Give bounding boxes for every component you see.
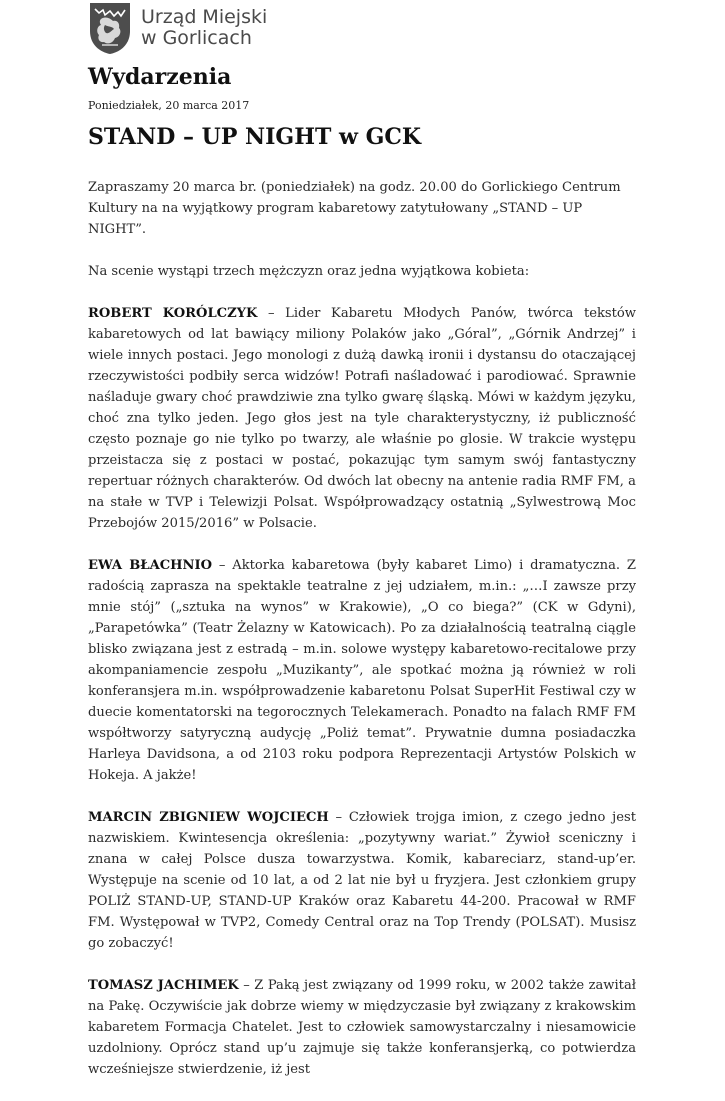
performer-description: – Człowiek trojga imion, z czego jedno jest nazwiskiem. Kwintesencja określenia: „pozytywny wariat.” Żywioł sceniczny i znana w całej Polsce dusza towarzystwa. Komik, kabareciarz, stand-up’er. Występuje na scenie od 10 lat, a od 2 lat nie był u fryzjera. Jest członkiem grupy POLIŻ STAND-UP, STAND-UP Kraków oraz Kabaretu 44-200. Pracował w RMF FM. Występował w TVP2, Comedy Central oraz na Top Trendy (POLSAT). Musisz go zobaczyć! xyxy=(88,810,636,951)
section-title: Wydarzenia xyxy=(88,64,232,90)
site-logo-text[interactable] xyxy=(141,7,267,49)
coat-of-arms-icon xyxy=(88,1,132,55)
performer-description: – Z Paką jest związany od 1999 roku, w 2002 także zawitał na Pakę. Oczywiście jak dobrze wiemy w międzyczasie był związany z krakowskim kabaretem Formacja Chatelet. Jest to człowiek samowystarczalny i niesamowicie uzdolniony. Oprócz stand up’u zajmuje się także konferansjerką, co potwierdza wcześniejsze stwierdzenie, iż jest xyxy=(88,978,636,1077)
performer-description: – Lider Kabaretu Młodych Panów, twórca tekstów kabaretowych od lat bawiący miliony Polaków jako „Góral”, „Górnik Andrzej” i wiele innych postaci. Jego monologi z dużą dawką ironii i dystansu do otaczającej rzeczywistości podbiły serca widzów! Potrafi naśladować i parodiować. Sprawnie naśladuje gwary choć prawdziwie zna tylko gwarę śląską. Mówi w każdym języku, choć zna tylko jeden. Jego głos jest na tyle charakterystyczny, iż publiczność często poznaje go nie tylko po twarzy, ale właśnie po glosie. W trakcie występu przeistacza się z postaci w postać, pokazując tym samym swój fantastyczny repertuar różnych charakterów. Od dwóch lat obecny na antenie radia RMF FM, a na stałe w TVP i Telewizji Polsat. Współprowadzący ostatnią „Sylwestrową Moc Przebojów 2015/2016” w Polsacie. xyxy=(88,306,636,531)
article xyxy=(88,62,636,1101)
logo-line-1: Urząd Miejski xyxy=(141,6,268,28)
performer-name: ROBERT KORÓLCZYK xyxy=(88,306,258,321)
performer-paragraph xyxy=(88,555,636,786)
performer-description: – Aktorka kabaretowa (były kabaret Limo) i dramatyczna. Z radością zaprasza na spektakle teatralne z jej udziałem, m.in.: „…I zawsze przy mnie stój” („sztuka na wynos” w Krakowie), „O co biega?” (CK w Gdyni), „Parapetówka” (Teatr Żelazny w Katowicach). Po za działalnością teatralną ciągle blisko związana jest z estradą – m.in. solowe występy kabaretowo-recitalowe przy akompaniamencie zespołu „Muzikanty”, ale spotkać można ją również w roli konferansjera m.in. współprowadzenie kabaretonu Polsat SuperHit Festiwal czy w duecie komentatorski na tegorocznych Telekamerach. Ponadto na falach RMF FM współtworzy satyryczną audycję „Poliż temat”. Prywatnie dumna posiadaczka Harleya Davidsona, a od 2103 roku podpora Reprezentacji Artystów Polskich w Hokeja. A jakże! xyxy=(88,558,636,783)
intro-paragraph: Zapraszamy 20 marca br. (poniedziałek) na godz. 20.00 do Gorlickiego Centrum Kultury na na wyjątkowy program kabaretowy zatytułowany „STAND – UP NIGHT”. xyxy=(88,180,621,237)
logo-line-2: w Gorlicach xyxy=(141,27,252,49)
performer-name: EWA BŁACHNIO xyxy=(88,558,213,573)
lineup-paragraph: Na scenie wystąpi trzech mężczyzn oraz jedna wyjątkowa kobieta: xyxy=(88,264,530,279)
site-header xyxy=(88,0,267,56)
performer-paragraph xyxy=(88,975,636,1080)
performer-name: MARCIN ZBIGNIEW WOJCIECH xyxy=(88,810,329,825)
performer-name: TOMASZ JACHIMEK xyxy=(88,978,239,993)
performer-paragraph xyxy=(88,303,636,534)
article-title: STAND – UP NIGHT w GCK xyxy=(88,124,422,150)
publish-date: Poniedziałek, 20 marca 2017 xyxy=(88,99,250,112)
performer-paragraph xyxy=(88,807,636,954)
article-body xyxy=(88,177,636,1080)
